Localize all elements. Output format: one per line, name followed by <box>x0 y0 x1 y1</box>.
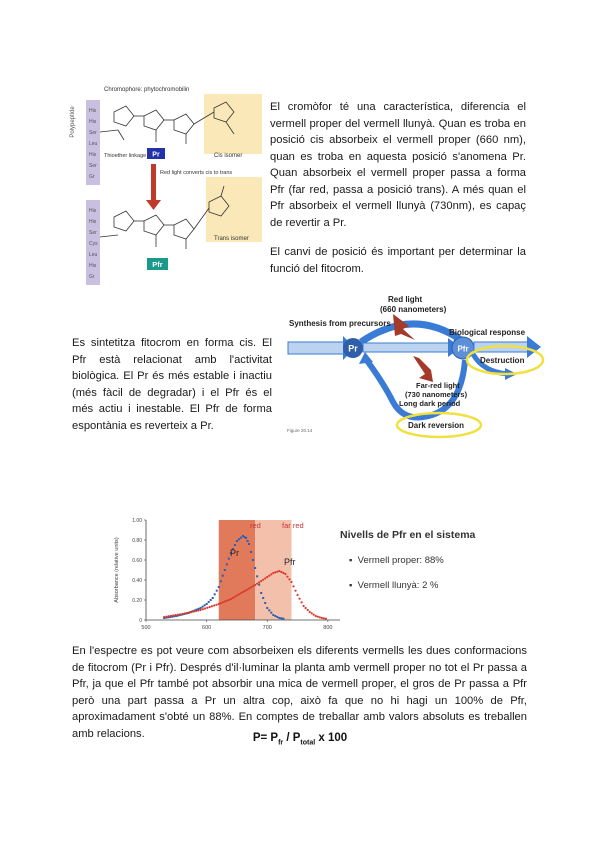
pfr-point <box>274 571 276 573</box>
pr-point <box>208 601 210 603</box>
bullet-icon: ▪ <box>349 580 358 591</box>
pfr-point <box>250 586 252 588</box>
aa-top-6: Gr <box>89 174 95 180</box>
figure-caption: Figure 20.14 <box>287 428 313 433</box>
pr-point <box>222 575 224 577</box>
red-nm-label: (660 nanometers) <box>380 305 447 314</box>
band-label-far-red: far red <box>282 521 304 530</box>
pfr-point <box>315 615 317 617</box>
pr-point <box>204 604 206 606</box>
pfr-point <box>286 576 288 578</box>
pfr-point <box>294 590 296 592</box>
aa-bot-4: Leu <box>89 252 98 258</box>
pr-badge: Pr <box>152 151 160 159</box>
pfr-point <box>211 605 213 607</box>
pr-point <box>248 543 250 545</box>
paragraph-position-change: El canvi de posició és important per determinar la funció del fitocrom. <box>270 246 526 275</box>
paragraph-synthesis: Es sintetitza fitocrom en forma cis. El Pfr està relacionat amb l'activitat biològica. El Pr és més estable i inactiu (més fàcil de degradar) i el Pfr és el més actiu i inestable. El Pfr de forma espontània es reverteix a Pr. <box>72 337 272 432</box>
pfr-point <box>325 618 327 620</box>
pfr-point <box>170 615 172 617</box>
series-label-pfr: Pfr <box>284 557 296 567</box>
pr-point <box>276 616 278 618</box>
x-tick-label: 800 <box>323 625 333 631</box>
pr-label: Pr <box>348 343 358 354</box>
chromophore-title: Chromophore: phytochromobilin <box>104 87 190 93</box>
y-tick-label: 0.20 <box>132 598 142 604</box>
formula: $P= P_{fr} / P_{total}$ x 100 <box>252 732 348 747</box>
cis-label: Cis isomer <box>214 153 243 159</box>
pfr-point <box>177 614 179 616</box>
pfr-point <box>186 612 188 614</box>
dark-reversion-label: Dark reversion <box>408 421 465 430</box>
pfr-point <box>206 607 208 609</box>
pfr-point <box>188 611 190 613</box>
synthesis-arrow <box>288 342 346 354</box>
red-arrow-shaft <box>151 164 156 202</box>
y-tick-label: 0.80 <box>132 538 142 544</box>
pfr-badge: Pfr <box>152 260 163 269</box>
aa-bot-6: Gr <box>89 274 95 280</box>
far-red-bolt <box>413 356 433 382</box>
pr-point <box>262 597 264 599</box>
pfr-point <box>218 603 220 605</box>
levels-title: Nivells de Pfr en el sistema <box>340 529 476 541</box>
pfr-point <box>319 616 321 618</box>
pfr-point <box>256 583 258 585</box>
bullet-icon: ▪ <box>349 555 358 566</box>
pfr-point <box>307 609 309 611</box>
y-tick-label: 0 <box>139 618 142 624</box>
aa-bot-3: Cys <box>89 241 98 247</box>
far-red-label: Far-red light <box>416 381 460 390</box>
levels-item-near: ▪ Vermell proper: 88% <box>349 555 444 566</box>
pfr-point <box>242 591 244 593</box>
aa-bot-2: Ser <box>89 230 97 236</box>
pfr-point <box>278 570 280 572</box>
center-arrow <box>363 343 455 352</box>
pr-point <box>282 618 284 620</box>
pr-point <box>278 617 280 619</box>
pr-point <box>274 615 276 617</box>
pfr-point <box>272 572 274 574</box>
y-tick-label: 0.40 <box>132 578 142 584</box>
pfr-point <box>303 605 305 607</box>
aa-top-0: His <box>89 108 97 114</box>
pfr-point <box>238 593 240 595</box>
pfr-point <box>305 607 307 609</box>
pfr-point <box>266 576 268 578</box>
pfr-point <box>313 614 315 616</box>
pfr-point <box>224 600 226 602</box>
pfr-point <box>321 617 323 619</box>
pr-point <box>264 602 266 604</box>
pr-point <box>260 592 262 594</box>
pfr-point <box>254 584 256 586</box>
pfr-point <box>270 573 272 575</box>
pr-point <box>200 607 202 609</box>
pfr-point <box>323 617 325 619</box>
trans-label: Trans isomer <box>214 236 249 242</box>
pfr-point <box>262 579 264 581</box>
pfr-point <box>195 610 197 612</box>
spectrum-chart <box>110 508 350 633</box>
pfr-point <box>298 598 300 600</box>
pfr-point <box>190 611 192 613</box>
pfr-point <box>232 597 234 599</box>
pr-point <box>256 575 258 577</box>
aa-top-4: His <box>89 152 97 158</box>
pr-point <box>238 538 240 540</box>
pfr-point <box>226 600 228 602</box>
pfr-point <box>230 598 232 600</box>
paragraph-spectrum: En l'espectre es pot veure com absorbeixen els diferents vermells les dues conformacions de fitocrom (Pr i Pfr). Després d'il·luminar la planta amb vermell proper no tot el Pr passa a Pfr, ja que el Pfr també pot absorbir una mica de vermell proper, el gros de Pr passa a Pfr però una part passa a Pr un altra cop, això fa que no hi hagi un 100% de Pfr, aproximadament s'obté un 88%. En comptes de treballar amb valors absoluts es treballen amb relacions. <box>72 645 527 740</box>
pr-point <box>210 599 212 601</box>
pfr-point <box>209 606 211 608</box>
pfr-point <box>213 604 215 606</box>
pfr-point <box>248 587 250 589</box>
pfr-point <box>246 589 248 591</box>
pfr-point <box>179 613 181 615</box>
x-tick-label: 600 <box>202 625 212 631</box>
pfr-point <box>236 594 238 596</box>
pfr-point <box>168 615 170 617</box>
pfr-point <box>163 616 165 618</box>
pr-point <box>202 606 204 608</box>
aa-bot-5: His <box>89 263 97 269</box>
aa-bot-0: His <box>89 208 97 214</box>
pfr-point <box>268 575 270 577</box>
pr-point <box>220 580 222 582</box>
pfr-point <box>260 580 262 582</box>
pfr-point <box>282 572 284 574</box>
pr-point <box>218 586 220 588</box>
pfr-point <box>228 599 230 601</box>
pr-point <box>280 617 282 619</box>
polypeptide-label: Polypeptide <box>70 106 76 138</box>
pfr-point <box>290 581 292 583</box>
pfr-point <box>301 601 303 603</box>
pr-point <box>247 540 249 542</box>
pfr-levels-box <box>340 525 505 615</box>
pfr-point <box>199 609 201 611</box>
red-arrow-head <box>146 200 161 210</box>
y-tick-label: 1.00 <box>132 518 142 524</box>
pr-point <box>254 567 256 569</box>
pr-point <box>250 551 252 553</box>
pfr-point <box>311 612 313 614</box>
aa-top-1: His <box>89 119 97 125</box>
pfr-point <box>197 609 199 611</box>
paragraph-chromophore: El cromòfor té una característica, diferencia el vermell proper del vermell llunyà. Quan es troba en posició cis absorbeix el vermell proper (660 nm), quan es troba en aquesta posició s'anomena Pr. Quan absorbeix el vermell proper passa a forma Pfr (far red, passa a posició trans). A més quan el Pfr absorbeix el vermell llunyà (730nm), es capaç de revertir a Pr. <box>270 101 526 229</box>
pfr-label: Pfr <box>457 344 469 354</box>
y-tick-label: 0.60 <box>132 558 142 564</box>
aa-top-3: Leu <box>89 141 98 147</box>
red-light-label: Red light <box>388 295 423 304</box>
pr-point <box>268 609 270 611</box>
pfr-point <box>276 571 278 573</box>
destruction-label: Destruction <box>480 356 525 365</box>
pfr-point <box>309 611 311 613</box>
pr-point <box>270 612 272 614</box>
y-axis-label: Absorbance (relative units) <box>114 537 120 603</box>
pfr-point <box>181 613 183 615</box>
pfr-point <box>174 614 176 616</box>
pfr-point <box>288 578 290 580</box>
pr-point <box>252 559 254 561</box>
pr-point <box>236 540 238 542</box>
pr-point <box>266 607 268 609</box>
pfr-point <box>280 571 282 573</box>
pfr-point <box>240 592 242 594</box>
pfr-point <box>172 614 174 616</box>
pr-point <box>240 537 242 539</box>
pfr-point <box>264 577 266 579</box>
pfr-point <box>165 616 167 618</box>
cis-bg <box>204 94 262 154</box>
pfr-point <box>317 616 319 618</box>
phytochrome-cycle-figure <box>283 292 545 442</box>
far-red-nm-label: (730 nanometers) <box>405 390 468 399</box>
pr-point <box>272 614 274 616</box>
pfr-point <box>184 612 186 614</box>
pr-point <box>234 544 236 546</box>
text-block-2 <box>72 335 272 434</box>
pfr-point <box>193 610 195 612</box>
aa-top-2: Ser <box>89 130 97 136</box>
band-1 <box>255 520 291 620</box>
pfr-point <box>296 594 298 596</box>
red-light-note: Red light converts cis to trans <box>160 170 233 176</box>
pfr-point <box>204 607 206 609</box>
levels-item-far: ▪ Vermell llunyà: 2 % <box>349 580 439 591</box>
series-label-pr: Pr <box>230 548 239 558</box>
aa-bot-1: His <box>89 219 97 225</box>
pr-point <box>206 603 208 605</box>
pfr-point <box>252 585 254 587</box>
pr-point <box>216 590 218 592</box>
pfr-point <box>234 596 236 598</box>
x-tick-label: 700 <box>262 625 272 631</box>
pr-point <box>224 569 226 571</box>
pfr-point <box>284 573 286 575</box>
text-block-1 <box>270 99 526 277</box>
biological-response-label: Biological response <box>449 328 526 337</box>
pr-point <box>245 537 247 539</box>
pr-point <box>212 597 214 599</box>
aa-top-5: Ser <box>89 163 97 169</box>
pfr-point <box>244 590 246 592</box>
band-label-red: red <box>250 521 261 530</box>
long-dark-label: Long dark period <box>399 399 461 408</box>
pfr-point <box>215 604 217 606</box>
pr-point <box>258 584 260 586</box>
pfr-point <box>258 581 260 583</box>
x-tick-label: 500 <box>141 625 151 631</box>
pfr-point <box>202 608 204 610</box>
pfr-point <box>220 602 222 604</box>
pr-point <box>226 563 228 565</box>
trans-bg <box>206 177 262 242</box>
pfr-point <box>222 601 224 603</box>
synthesis-label: Synthesis from precursors <box>289 319 391 328</box>
text-block-3 <box>72 643 527 742</box>
pr-point <box>214 593 216 595</box>
thioether-label: Thioether linkage <box>104 153 147 159</box>
pfr-point <box>292 585 294 587</box>
chromophore-figure <box>64 82 264 287</box>
